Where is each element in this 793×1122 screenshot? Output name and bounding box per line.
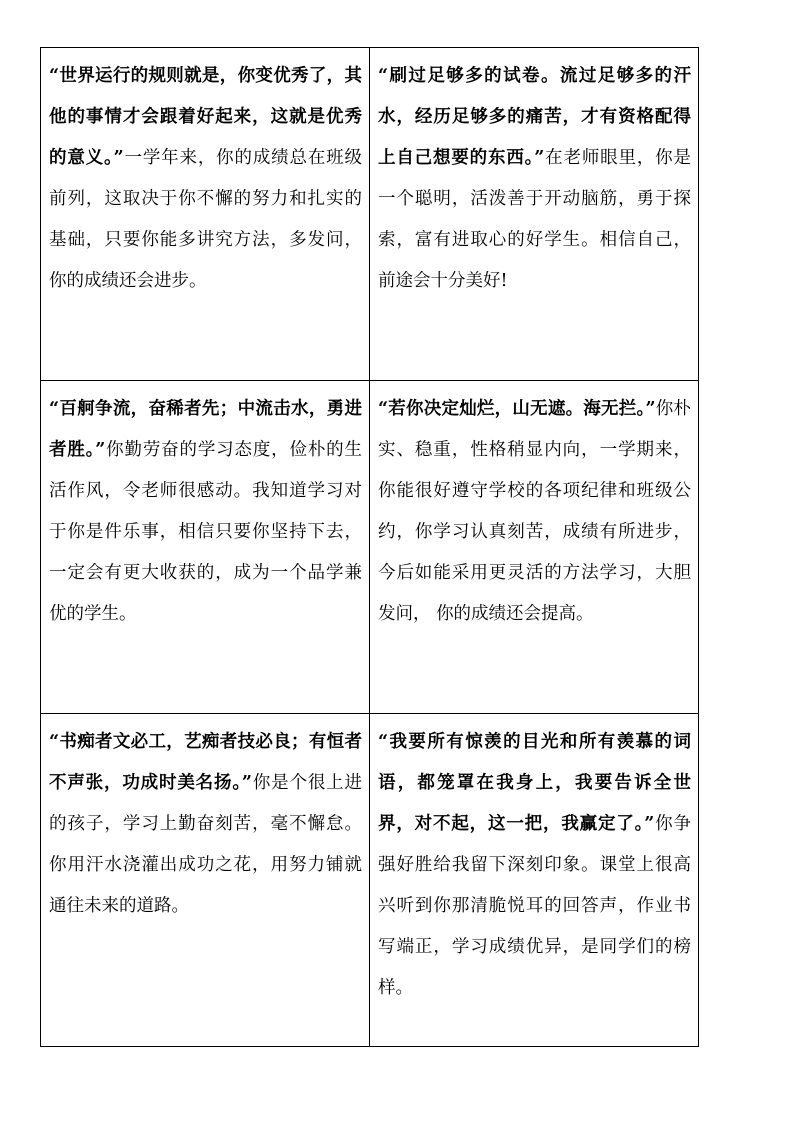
comment-cell (41, 381, 370, 714)
comment-body: 在老师眼里，你是一个聪明，活泼善于开动脑筋，勇于探索，富有进取心的好学生。相信自己，前途会十分美好! (378, 148, 691, 291)
table-row (41, 714, 699, 1047)
comment-body: 你勤劳奋的学习态度，俭朴的生活作风，令老师很感动。我知道学习对于你是件乐事，相信只要你坚持下去，一定会有更大收获的，成为一个品学兼优的学生。 (49, 440, 362, 624)
table-row (41, 48, 699, 381)
comment-body: 你是个很上进的孩子，学习上勤奋刻苦，毫不懈怠。你用汗水浇灌出成功之花，用努力铺就通往未来的道路。 (49, 773, 363, 916)
comment-quote: “刷过足够多的试卷。流过足够多的汗水，经历足够多的痛苦，才有资格配得上自己想要的东西。” (378, 66, 691, 168)
comment-quote: “世界运行的规则就是，你变优秀了，其他的事情才会跟着好起来，这就是优秀的意义。” (49, 66, 362, 168)
comment-cell (41, 48, 370, 381)
comments-table (40, 47, 699, 1047)
comment-cell (370, 381, 699, 714)
comment-cell (41, 714, 370, 1047)
comment-body: 你朴实、稳重，性格稍显内向，一学期来，你能很好遵守学校的各项纪律和班级公约，你学习认真刻苦，成绩有所进步，今后如能采用更灵活的方法学习，大胆发问， 你的成绩还会提高。 (378, 399, 692, 624)
comment-body: 一学年来，你的成绩总在班级前列，这取决于你不懈的努力和扎实的基础，只要你能多讲究方法，多发问，你的成绩还会进步。 (49, 148, 362, 291)
comment-cell (370, 48, 699, 381)
comment-body: 你争强好胜给我留下深刻印象。课堂上很高兴听到你那清脆悦耳的回答声，作业书写端正，学习成绩优异，是同学们的榜样。 (378, 814, 691, 998)
comment-quote: “若你决定灿烂，山无遮。海无拦。” (378, 399, 656, 419)
table-row (41, 381, 699, 714)
comment-quote: “百舸争流，奋稀者先；中流击水，勇进者胜。” (49, 399, 362, 460)
comment-cell (370, 714, 699, 1047)
comment-quote: “书痴者文必工，艺痴者技必良；有恒者不声张，功成时美名扬。” (49, 732, 362, 793)
comment-quote: “我要所有惊羡的目光和所有羡慕的词语，都笼罩在我身上，我要告诉全世界，对不起，这一把，我赢定了。” (378, 732, 691, 834)
